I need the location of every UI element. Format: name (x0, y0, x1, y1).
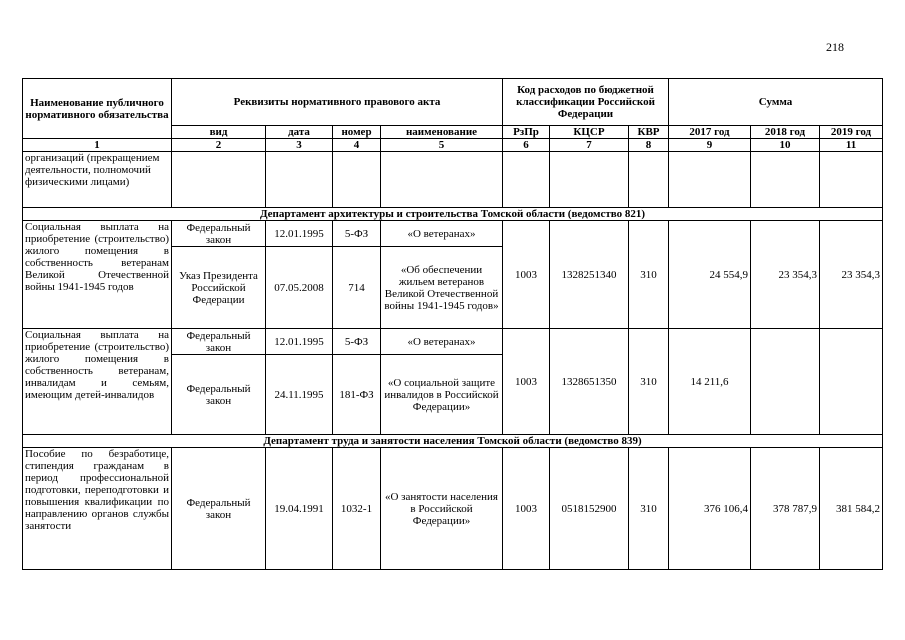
act-title: «О социальной защите инвалидов в Российской Федерации» (381, 355, 503, 435)
act-date: 07.05.2008 (266, 247, 333, 329)
sum-2018 (751, 329, 820, 435)
act-title: «Об обеспечении жильем ветеранов Великой Отечественной войны 1941-1945 годов» (381, 247, 503, 329)
header-2019: 2019 год (820, 126, 883, 139)
budget-table (22, 78, 883, 570)
col-num: 1 (23, 139, 172, 152)
continuation-text: организаций (прекращением деятельности, полномочий физическими лицами) (23, 152, 172, 208)
kvr-cell: 310 (629, 221, 669, 329)
table-row (23, 329, 883, 355)
kcsr-cell: 1328651350 (550, 329, 629, 435)
header-requisites: Реквизиты нормативного правового акта (172, 79, 503, 126)
col-num: 6 (503, 139, 550, 152)
col-num: 2 (172, 139, 266, 152)
page-number: 218 (826, 40, 844, 54)
header-2017: 2017 год (669, 126, 751, 139)
act-title: «О ветеранах» (381, 329, 503, 355)
col-num: 4 (333, 139, 381, 152)
act-vid: Указ Президента Российской Федерации (172, 247, 266, 329)
sum-2019: 23 354,3 (820, 221, 883, 329)
department-row (23, 435, 883, 448)
department-title: Департамент архитектуры и строительства Томской области (ведомство 821) (23, 208, 883, 221)
act-number: 1032-1 (333, 448, 381, 570)
act-date: 12.01.1995 (266, 221, 333, 247)
col-num: 5 (381, 139, 503, 152)
act-title: «О занятости населения в Российской Федерации» (381, 448, 503, 570)
rzpr-cell: 1003 (503, 221, 550, 329)
header-date: дата (266, 126, 333, 139)
act-vid: Федеральный закон (172, 448, 266, 570)
act-date: 19.04.1991 (266, 448, 333, 570)
sum-2018: 378 787,9 (751, 448, 820, 570)
header-sum: Сумма (669, 79, 883, 126)
rzpr-cell: 1003 (503, 329, 550, 435)
header-budget-code: Код расходов по бюджетной классификации Российской Федерации (503, 79, 669, 126)
act-number: 5-ФЗ (333, 329, 381, 355)
kvr-cell: 310 (629, 329, 669, 435)
col-num: 3 (266, 139, 333, 152)
sum-2017: 24 554,9 (669, 221, 751, 329)
act-vid: Федеральный закон (172, 355, 266, 435)
department-title: Департамент труда и занятости населения Томской области (ведомство 839) (23, 435, 883, 448)
header-row-1 (23, 79, 883, 126)
kcsr-cell: 0518152900 (550, 448, 629, 570)
table-row (23, 221, 883, 247)
header-title: наименование (381, 126, 503, 139)
obligation-name: Социальная выплата на приобретение (строительство) жилого помещения в собственность ветеранам, инвалидам и семьям, имеющим детей-инвалидов (23, 329, 172, 435)
col-num: 10 (751, 139, 820, 152)
header-obligation: Наименование публичного нормативного обязательства (23, 79, 172, 139)
act-vid: Федеральный закон (172, 221, 266, 247)
sum-2017: 376 106,4 (669, 448, 751, 570)
sum-2019: 381 584,2 (820, 448, 883, 570)
col-num: 11 (820, 139, 883, 152)
act-number: 181-ФЗ (333, 355, 381, 435)
col-num: 9 (669, 139, 751, 152)
header-rzpr: РзПр (503, 126, 550, 139)
obligation-name: Социальная выплата на приобретение (строительство) жилого помещения в собственность ветеранам Великой Отечественной войны 1941-1945 годов (23, 221, 172, 329)
act-date: 12.01.1995 (266, 329, 333, 355)
rzpr-cell: 1003 (503, 448, 550, 570)
col-num: 7 (550, 139, 629, 152)
act-date: 24.11.1995 (266, 355, 333, 435)
column-number-row (23, 139, 883, 152)
table-row (23, 448, 883, 570)
kcsr-cell: 1328251340 (550, 221, 629, 329)
act-vid: Федеральный закон (172, 329, 266, 355)
act-number: 714 (333, 247, 381, 329)
header-2018: 2018 год (751, 126, 820, 139)
sum-2019 (820, 329, 883, 435)
department-row (23, 208, 883, 221)
header-vid: вид (172, 126, 266, 139)
header-kvr: КВР (629, 126, 669, 139)
header-number: номер (333, 126, 381, 139)
col-num: 8 (629, 139, 669, 152)
header-kcsr: КЦСР (550, 126, 629, 139)
act-number: 5-ФЗ (333, 221, 381, 247)
sum-2018: 23 354,3 (751, 221, 820, 329)
continuation-row (23, 152, 883, 208)
act-title: «О ветеранах» (381, 221, 503, 247)
obligation-name: Пособие по безработице, стипендия гражданам в период профессиональной подготовки, переподготовки и повышения квалификации по направлению органов службы занятости (23, 448, 172, 570)
kvr-cell: 310 (629, 448, 669, 570)
sum-2017: 14 211,6 (669, 329, 751, 435)
